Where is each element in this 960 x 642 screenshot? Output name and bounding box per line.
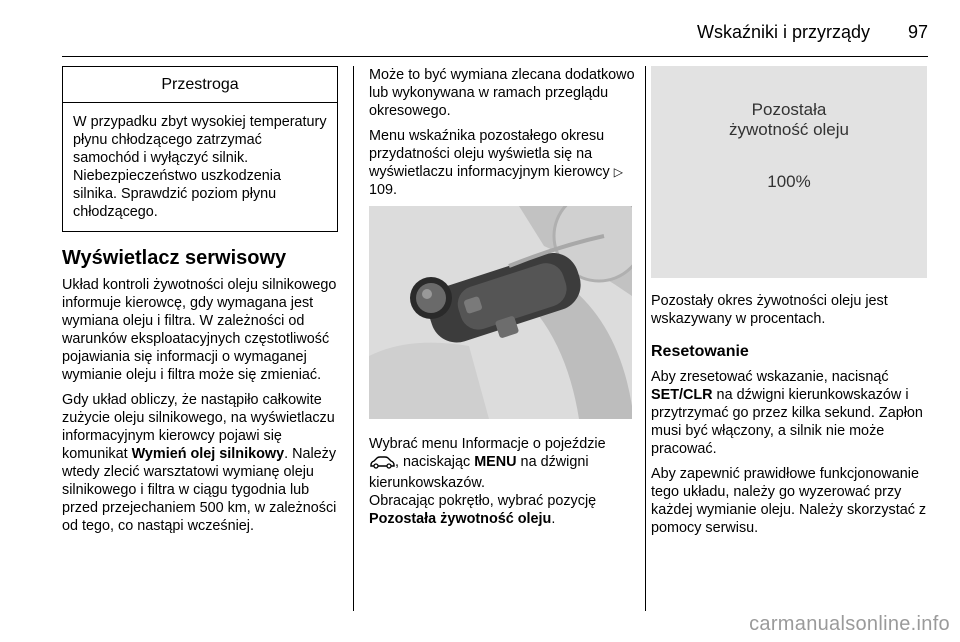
header-rule bbox=[62, 56, 928, 57]
right-paragraph-3: Aby zapewnić prawidłowe funkcjonowanie tego układu, należy go wyzerować przy każdej wymianie oleju. Należy skorzystać z pomocy serwisu. bbox=[651, 466, 927, 536]
page-number: 97 bbox=[907, 22, 928, 42]
display-line-1: Pozostała bbox=[751, 100, 827, 119]
middle-paragraph-2 bbox=[369, 127, 635, 199]
right-paragraph-2 bbox=[651, 368, 931, 458]
right-column bbox=[651, 292, 931, 544]
text-run: Menu wskaźnika pozostałego okresu przydatności oleju wyświetla się na wyświetlaczu informacyjnym kierowcy bbox=[369, 128, 614, 180]
page-reference: 109. bbox=[369, 182, 398, 198]
button-name: SET/CLR bbox=[651, 387, 713, 403]
section-heading: Wyświetlacz serwisowy bbox=[62, 247, 287, 269]
header-title: Wskaźniki i przyrządy bbox=[696, 22, 870, 42]
page-reference-icon: ▷ bbox=[613, 165, 623, 179]
subheading: Resetowanie bbox=[651, 343, 749, 360]
oil-life-display bbox=[651, 66, 927, 278]
menu-item-name: Pozostała żywotność oleju bbox=[369, 511, 552, 527]
display-title bbox=[651, 100, 927, 140]
text-run: Aby zresetować wskazanie, nacisnąć bbox=[651, 369, 889, 385]
text-run: . Należy wtedy zlecić warsztatowi wymianę oleju silnikowego i filtra w ciągu tygodnia lub przed przejechaniem 500 km, w zależności od tego, co nastąpi wcześniej. bbox=[62, 446, 337, 534]
caution-title: Przestroga bbox=[63, 67, 337, 103]
middle-column bbox=[369, 66, 635, 535]
column-divider-1 bbox=[353, 66, 354, 611]
message-name: Wymień olej silnikowy bbox=[131, 446, 285, 462]
column-divider-2 bbox=[645, 66, 646, 611]
text-run: . bbox=[551, 511, 556, 527]
text-run: Gdy układ obliczy, że nastąpiło całkowite zużycie oleju silnikowego, na wyświetlaczu informacyjnym kierowcy pojawi się komunikat bbox=[62, 392, 335, 462]
right-paragraph-1: Pozostały okres żywotności oleju jest wskazywany w procentach. bbox=[651, 293, 888, 327]
watermark: carmanualsonline.info bbox=[749, 613, 950, 635]
middle-paragraph-1: Może to być wymiana zlecana dodatkowo lub wykonywana w ramach przeglądu okresowego. bbox=[369, 67, 635, 119]
display-line-2: żywotność oleju bbox=[728, 120, 849, 139]
menu-label: MENU bbox=[474, 454, 517, 470]
caution-box bbox=[62, 66, 338, 232]
middle-paragraph-3 bbox=[369, 435, 635, 528]
display-value: 100% bbox=[767, 172, 811, 191]
caution-text: W przypadku zbyt wysokiej temperatury płynu chłodzącego zatrzymać samochód i wyłączyć silnik. Niebezpieczeństwo uszkodzenia silnika. Sprawdzić poziom płynu chłodzącego. bbox=[73, 114, 327, 220]
page-header bbox=[62, 22, 928, 43]
text-run: , naciskając bbox=[395, 454, 475, 470]
turn-signal-lever-photo bbox=[369, 206, 632, 419]
text-run: na dźwigni kierunkowskazów. bbox=[369, 454, 589, 491]
text-run: Wybrać menu Informacje o pojeździe bbox=[369, 436, 606, 452]
text-run: na dźwigni kierunkowskazów i przytrzymać go przez kilka sekund. Zapłon musi być włączony, a silnik nie może pracować. bbox=[651, 387, 923, 457]
left-column bbox=[62, 66, 338, 542]
service-paragraph-2 bbox=[62, 391, 338, 535]
text-run: Obracając pokrętło, wybrać pozycję bbox=[369, 493, 597, 509]
lever-illustration bbox=[369, 206, 632, 419]
car-icon bbox=[369, 455, 395, 474]
service-paragraph-1: Układ kontroli żywotności oleju silnikowego informuje kierowcę, gdy wymagana jest wymiana oleju i filtra. W zależności od warunków eksploatacyjnych częstotliwość pojawiania się informacji o wymaganej wymianie oleju i filtra może się zmieniać. bbox=[62, 277, 337, 383]
